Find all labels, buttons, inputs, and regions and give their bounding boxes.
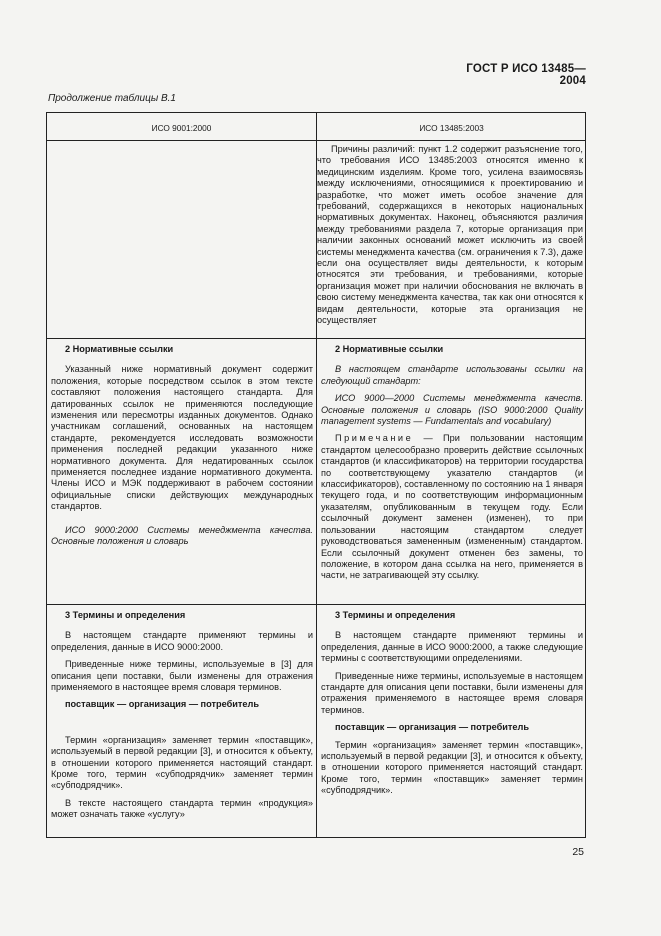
section-title: 3 Термины и определения [335, 610, 456, 620]
section-title: 2 Нормативные ссылки [335, 344, 444, 354]
row3-left-cell [51, 610, 313, 827]
row-divider-2 [47, 604, 585, 605]
header-row-divider [47, 140, 585, 141]
term-line: поставщик — организация — потребитель [335, 722, 530, 733]
row-divider-1 [47, 338, 585, 339]
note-paragraph [321, 433, 583, 581]
paragraph: Указанный ниже нормативный документ содержит положения, которые посредством ссылок в этом тексте составляют положения настоящего стандарта. Для датированных ссылок не применяются последующие изменения или пересмотры изданных документов. Однако участникам соглашений, основанных на настоящем стандарте, рекомендуется исследовать возможности применения последней редакции указанного ниже нормативного документа. Для недатированных ссылок применяется последнее издание нормативного документа. Члены ИСО и МЭК поддерживают в рабочем состоянии официальные списки действующих международных стандартов. [51, 364, 313, 512]
paragraph: В настоящем стандарте применяют термины и определения, данные в ИСО 9000:2000, а также следующие термины с соответствующими определениями. [321, 630, 583, 664]
row1-right-cell [317, 144, 583, 333]
paragraph: Термин «организация» заменяет термин «поставщик», используемый в первой редакции [3], и относится к объекту, в отношении которого применяется настоящий стандарт. Кроме того, термин «поставщик» заменяет термин «субподрядчик». [321, 739, 583, 796]
paragraph: Приведенные ниже термины, используемые в настоящем стандарте для описания цепи поставки, были изменены для отражения применяемого в настоящее время словаря терминов. [321, 670, 583, 715]
section-title: 3 Термины и определения [65, 610, 186, 620]
table-caption: Продолжение таблицы В.1 [48, 93, 176, 104]
row1-right-text: Причины различий: пункт 1.2 содержит разъяснение того, что требования ИСО 13485:2003 относятся именно к медицинским изделиям. Кроме того, усилена взаимосвязь между исключениями, относящимися к проектированию и разработке, что может иметь особое значение для требований, содержащихся в некоторых национальных нормативных документах. Наконец, объясняются различия между требованиями раздела 7, которые организация при наличии законных оснований может исключить из своей системы менеджмента качества (см. ограничения к 7.3), даже если она осуществляет виды деятельности, к которым относятся эти требования, и требованиями, которые организация может при наличии обоснования не включать в свою систему менеджмента качества, так как они относятся к видам деятельности, которые эта организация не осуществляет [317, 144, 583, 326]
section-title: 2 Нормативные ссылки [65, 344, 174, 354]
column-header-left: ИСО 9001:2000 [151, 123, 212, 133]
column-header-right: ИСО 13485:2003 [419, 123, 484, 133]
paragraph: В тексте настоящего стандарта термин «продукция» может означать также «услугу» [51, 797, 313, 820]
reference-item: ИСО 9000:2000 Системы менеджмента качества. Основные положения и словарь [51, 524, 313, 547]
row2-left-cell [51, 344, 313, 554]
paragraph: Термин «организация» заменяет термин «поставщик», используемый в первой редакции [3], и относится к объекту, в отношении которого применяется настоящий стандарт. Кроме того, термин «субподрядчик» заменяет термин «субподрядчик». [51, 734, 313, 791]
paragraph: Приведенные ниже термины, используемые в [3] для описания цепи поставки, были изменены для отражения применяемого в настоящее время словаря терминов. [51, 659, 313, 693]
page-number: 25 [572, 846, 584, 858]
paragraph: В настоящем стандарте применяют термины и определения, данные в ИСО 9000:2000. [51, 630, 313, 652]
comparison-table [46, 112, 586, 838]
reference-item: ИСО 9000—2000 Системы менеджмента качеств. Основные положения и словарь (ISO 9000:2000 Quality management systems — Fundamentals and vocabulary) [321, 393, 583, 427]
document-header: ГОСТ Р ИСО 13485—2004 [466, 63, 586, 87]
note-label: Примечание [335, 433, 414, 444]
row2-right-cell [321, 344, 583, 588]
paragraph: В настоящем стандарте использованы ссылки на следующий стандарт: [321, 364, 583, 386]
term-line: поставщик — организация — потребитель [65, 699, 260, 710]
row3-right-cell [321, 610, 583, 803]
note-text: — При пользовании настоящим стандартом целесообразно проверить действие ссылочных стандартов (и классификаторов) на территории государства по соответствующему указателю стандартов (и классификаторов), составленному по состоянию на 1 января текущего года, и по соответствующим информационным указателям, опубликованным в текущем году. Если ссылочный документ заменен (изменен), то при пользовании настоящим стандартом следует руководствоваться замененным (измененным) стандартом. Если ссылочный документ отменен без замены, то положение, в котором дана ссылка на него, применяется в части, не затрагивающей эту ссылку. [321, 433, 583, 581]
